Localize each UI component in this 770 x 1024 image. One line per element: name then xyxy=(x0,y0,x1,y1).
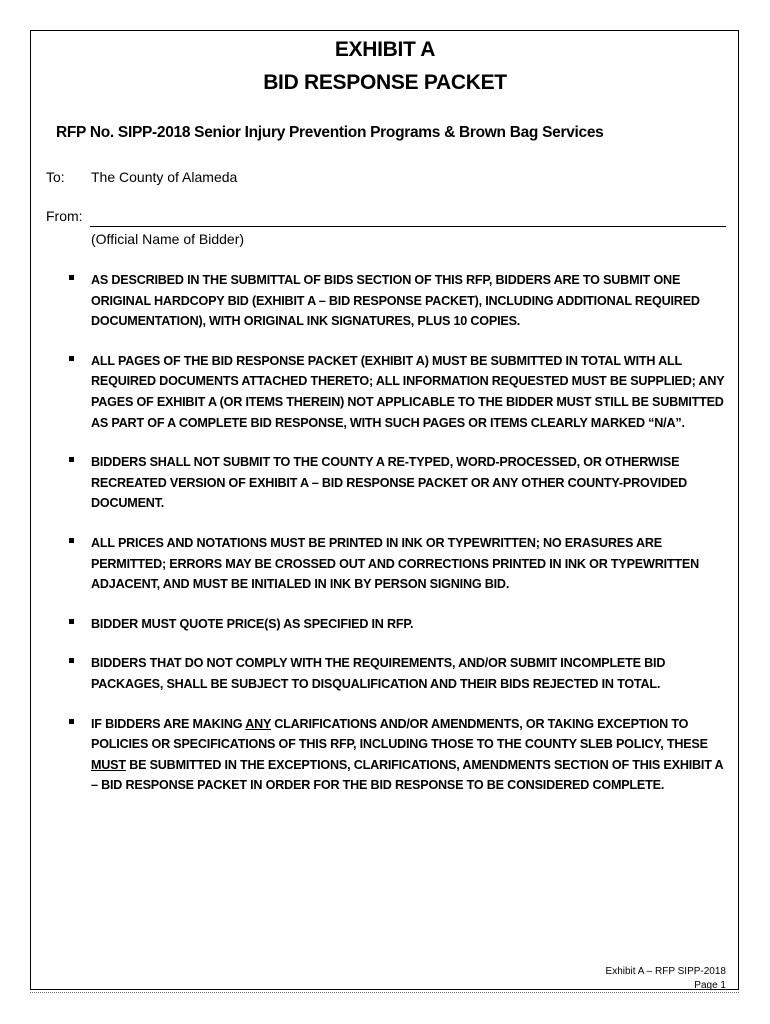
must-underlined: MUST xyxy=(91,757,126,772)
list-item-text: BIDDER MUST QUOTE PRICE(S) AS SPECIFIED IN RFP. xyxy=(91,616,414,631)
clarification-text-part-1: IF BIDDERS ARE MAKING xyxy=(91,716,246,731)
instructions-list xyxy=(67,270,727,815)
list-item xyxy=(67,351,727,433)
bullet-square-icon xyxy=(69,275,74,280)
bullet-square-icon xyxy=(69,538,74,543)
footer-exhibit-label: Exhibit A – RFP SIPP-2018 xyxy=(605,966,726,977)
list-item-text: BIDDERS SHALL NOT SUBMIT TO THE COUNTY A RE-TYPED, WORD-PROCESSED, OR OTHERWISE RECREATED VERSION OF EXHIBIT A – BID RESPONSE PACKET OR ANY OTHER COUNTY-PROVIDED DOCUMENT. xyxy=(91,455,688,511)
clarification-text-part-2: CLARIFICATIONS AND/OR AMENDMENTS, OR TAKING EXCEPTION TO POLICIES OR SPECIFICATIONS OF THIS RFP, INCLUDING THOSE TO THE COUNTY SLEB POLICY, THESE xyxy=(91,716,708,752)
any-underlined: ANY xyxy=(245,716,271,731)
to-value: The County of Alameda xyxy=(91,169,238,185)
rfp-heading: RFP No. SIPP-2018 Senior Injury Prevention Programs & Brown Bag Services xyxy=(56,124,604,141)
list-item xyxy=(67,653,727,694)
list-item-text: AS DESCRIBED IN THE SUBMITTAL OF BIDS SECTION OF THIS RFP, BIDDERS ARE TO SUBMIT ONE ORIGINAL HARDCOPY BID (EXHIBIT A – BID RESPONSE PACKET), INCLUDING ADDITIONAL REQUIRED DOCUMENTATION), WITH ORIGINAL INK SIGNATURES, PLUS 10 COPIES. xyxy=(91,273,700,329)
list-item xyxy=(67,533,727,595)
bullet-square-icon xyxy=(69,658,74,663)
bidder-name-caption: (Official Name of Bidder) xyxy=(91,231,245,247)
exhibit-title: EXHIBIT A xyxy=(334,38,436,61)
list-item-text xyxy=(91,714,727,796)
list-item-text: BIDDERS THAT DO NOT COMPLY WITH THE REQUIREMENTS, AND/OR SUBMIT INCOMPLETE BID PACKAGES, SHALL BE SUBJECT TO DISQUALIFICATION AND THEIR BIDS REJECTED IN TOTAL. xyxy=(91,656,666,691)
footer-page-number: Page 1 xyxy=(694,980,726,991)
list-item-text: ALL PRICES AND NOTATIONS MUST BE PRINTED IN INK OR TYPEWRITTEN; NO ERASURES ARE PERMITTED; ERRORS MAY BE CROSSED OUT AND CORRECTIONS PRINTED IN INK OR TYPEWRITTEN ADJACENT, AND MUST BE INITIALED IN INK BY PERSON SIGNING BID. xyxy=(91,535,699,592)
packet-title: BID RESPONSE PACKET xyxy=(263,71,507,94)
clarification-text-part-3: BE SUBMITTED IN THE EXCEPTIONS, CLARIFICATIONS, AMENDMENTS SECTION OF THIS EXHIBIT A – BID RESPONSE PACKET IN ORDER FOR THE BID RESPONSE TO BE CONSIDERED COMPLETE. xyxy=(91,757,723,793)
footer-divider xyxy=(30,992,739,993)
bullet-square-icon xyxy=(69,619,74,624)
from-label: From: xyxy=(46,208,83,224)
bullet-square-icon xyxy=(69,356,74,361)
list-item xyxy=(67,614,727,635)
list-item xyxy=(67,270,727,332)
list-item xyxy=(67,452,727,514)
bullet-square-icon xyxy=(69,457,74,462)
bidder-name-line[interactable] xyxy=(90,226,726,227)
list-item-text: ALL PAGES OF THE BID RESPONSE PACKET (EXHIBIT A) MUST BE SUBMITTED IN TOTAL WITH ALL REQUIRED DOCUMENTS ATTACHED THERETO; ALL INFORMATION REQUESTED MUST BE SUPPLIED; ANY PAGES OF EXHIBIT A (OR ITEMS THEREIN) NOT APPLICABLE TO THE BIDDER MUST STILL BE SUBMITTED AS PART OF A COMPLETE BID RESPONSE, WITH SUCH PAGES OR ITEMS CLEARLY MARKED “N/A”. xyxy=(91,353,725,430)
list-item xyxy=(67,714,727,796)
bullet-square-icon xyxy=(69,719,74,724)
to-label: To: xyxy=(46,169,65,185)
